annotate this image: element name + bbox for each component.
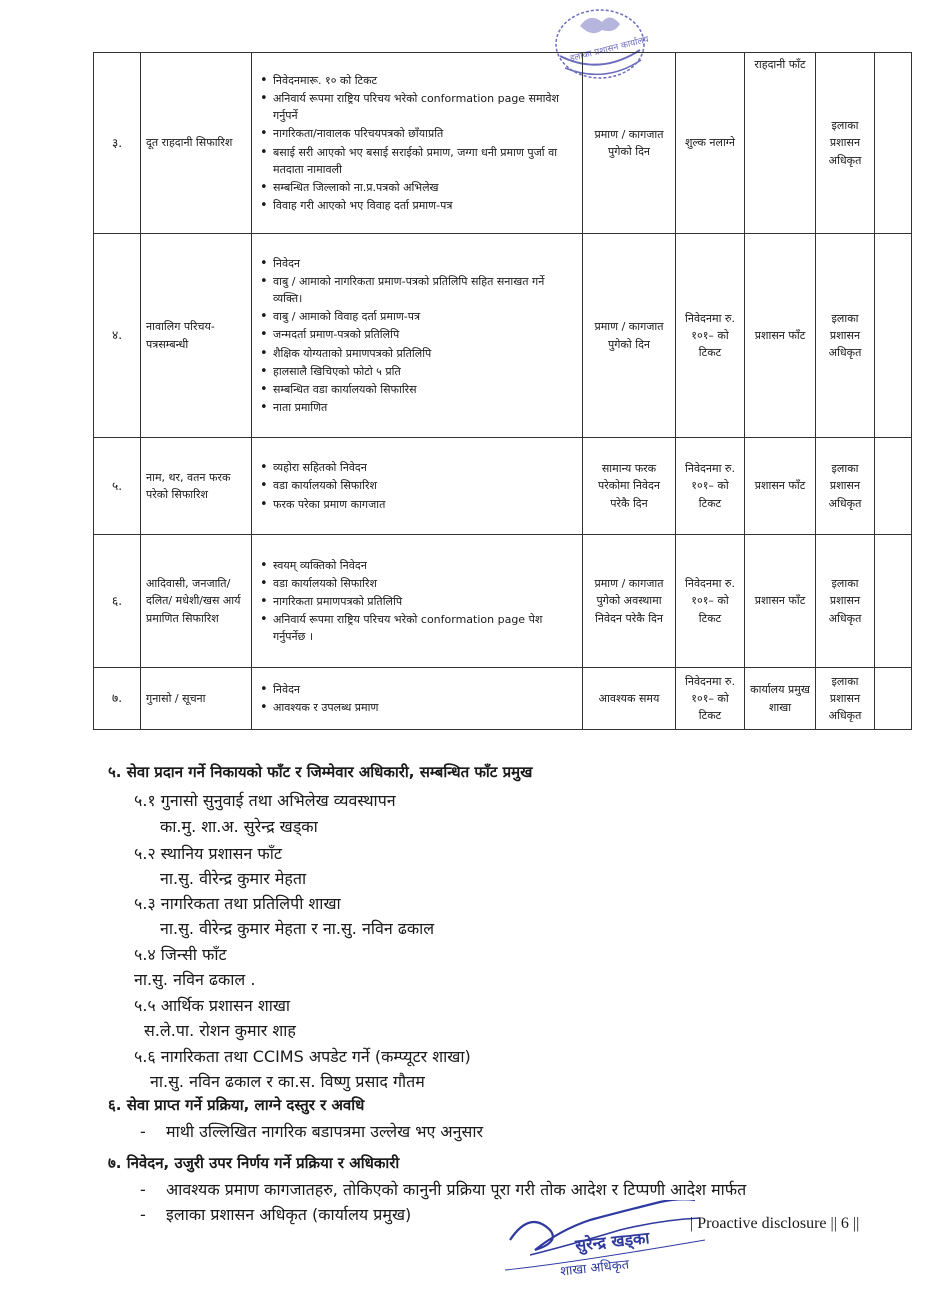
- documents-list: [257, 72, 577, 213]
- serial-number-cell: ४.: [94, 234, 141, 438]
- empty-cell: [875, 53, 912, 234]
- footer-label: Proactive disclosure: [697, 1215, 827, 1232]
- document-item: • स्वयम् व्यक्तिको निवेदन: [273, 557, 577, 574]
- branch-cell: प्रशासन फाँट: [745, 535, 816, 668]
- documents-list: [257, 557, 577, 645]
- serial-number-cell: ७.: [94, 668, 141, 730]
- fee-cell: निवेदनमा रु. १०१– को टिकट: [676, 234, 745, 438]
- officer-cell: इलाका प्रशासन अधिकृत: [816, 535, 875, 668]
- section-5-4-person: ना.सु. नविन ढकाल .: [134, 970, 256, 989]
- documents-list: [257, 255, 577, 415]
- table-row: [94, 668, 912, 730]
- document-item: • अनिवार्य रूपमा राष्ट्रिय परिचय भरेको conformation page समावेश गर्नुपर्ने: [273, 90, 577, 124]
- document-item: • नागरिकता प्रमाणपत्रको प्रतिलिपि: [273, 593, 577, 610]
- service-name-cell: नावालिग परिचय-पत्रसम्बन्धी: [141, 234, 252, 438]
- document-item: • नाता प्रमाणित: [273, 399, 577, 416]
- document-item: • जन्मदर्ता प्रमाण-पत्रको प्रतिलिपि: [273, 326, 577, 343]
- fee-cell: निवेदनमा रु. १०१– को टिकट: [676, 668, 745, 730]
- section-5-4-title: ५.४ जिन्सी फाँट: [134, 945, 227, 964]
- document-item: • विवाह गरी आएको भए विवाह दर्ता प्रमाण-पत्र: [273, 197, 577, 214]
- document-item: • शैक्षिक योग्यताको प्रमाणपत्रको प्रतिलिपि: [273, 345, 577, 362]
- section-5-6-title: ५.६ नागरिकता तथा CCIMS अपडेट गर्ने (कम्प्यूटर शाखा): [134, 1047, 471, 1066]
- signature-name: सुरेन्द्र खड्का: [574, 1228, 651, 1255]
- document-item: • अनिवार्य रूपमा राष्ट्रिय परिचय भरेको conformation page पेश गर्नुपर्नेछ ।: [273, 611, 577, 645]
- services-table: [93, 52, 912, 730]
- section-7-item-1: [140, 1178, 746, 1200]
- section-7-item-2: [140, 1203, 411, 1225]
- table-row: [94, 535, 912, 668]
- time-cell: प्रमाण / कागजात पुगेको दिन: [583, 53, 676, 234]
- empty-cell: [875, 234, 912, 438]
- document-item: • निवेदन: [273, 681, 577, 698]
- section-5-2-person: ना.सु. वीरेन्द्र कुमार मेहता: [160, 869, 307, 888]
- time-cell: आवश्यक समय: [583, 668, 676, 730]
- document-item: • बसाई सरी आएको भए बसाई सराईको प्रमाण, जग्गा धनी प्रमाण पुर्जा वा मतदाता नामावली: [273, 144, 577, 178]
- documents-cell: [252, 668, 583, 730]
- section-6-item-text: माथी उल्लिखित नागरिक बडापत्रमा उल्लेख भए अनुसार: [166, 1122, 484, 1141]
- stamp-text: इलाका प्रशासन कार्यालय: [569, 34, 650, 65]
- time-cell: प्रमाण / कागजात पुगेको दिन: [583, 234, 676, 438]
- officer-cell: इलाका प्रशासन अधिकृत: [816, 438, 875, 535]
- section-5-5-person: स.ले.पा. रोशन कुमार शाह: [144, 1021, 296, 1040]
- dash-bullet: -: [140, 1205, 146, 1224]
- section-7-item-1-text: आवश्यक प्रमाण कागजातहरु, तोकिएको कानुनी प्रक्रिया पूरा गरी तोक आदेश र टिप्पणी आदेश मार्फत: [166, 1180, 747, 1199]
- section-5-1-title: ५.१ गुनासो सुनुवाई तथा अभिलेख व्यवस्थापन: [134, 791, 396, 810]
- footer: [690, 1215, 859, 1233]
- empty-cell: [875, 535, 912, 668]
- footer-separator: ||: [826, 1215, 841, 1232]
- empty-cell: [875, 438, 912, 535]
- officer-cell: इलाका प्रशासन अधिकृत: [816, 53, 875, 234]
- signature-title: शाखा अधिकृत: [559, 1257, 630, 1280]
- serial-number-cell: ६.: [94, 535, 141, 668]
- dash-bullet: -: [140, 1180, 146, 1199]
- documents-list: [257, 681, 577, 716]
- serial-number-cell: ५.: [94, 438, 141, 535]
- document-item: • वाबु / आमाको नागरिकता प्रमाण-पत्रको प्रतिलिपि सहित सनाखत गर्ने व्यक्ति।: [273, 273, 577, 307]
- section-6-item: [140, 1120, 483, 1142]
- section-5-2-title: ५.२ स्थानिय प्रशासन फाँट: [134, 844, 282, 863]
- officer-cell: इलाका प्रशासन अधिकृत: [816, 668, 875, 730]
- section-7-heading: ७. निवेदन, उजुरी उपर निर्णय गर्ने प्रक्रिया र अधिकारी: [108, 1154, 400, 1172]
- service-name-cell: गुनासो / सूचना: [141, 668, 252, 730]
- section-5-1-person: का.मु. शा.अ. सुरेन्द्र खड्का: [160, 817, 318, 836]
- documents-cell: [252, 438, 583, 535]
- branch-cell: राहदानी फाँट: [745, 53, 816, 234]
- footer-separator: |: [690, 1215, 698, 1232]
- officer-cell: इलाका प्रशासन अधिकृत: [816, 234, 875, 438]
- service-name-cell: आदिवासी, जनजाति/दलित/ मधेशी/खस आर्य प्रमाणित सिफारिश: [141, 535, 252, 668]
- document-item: • वडा कार्यालयको सिफारिश: [273, 575, 577, 592]
- document-item: • नागरिकता/नावालक परिचयपत्रको छाँयाप्रति: [273, 125, 577, 142]
- branch-cell: कार्यालय प्रमुख शाखा: [745, 668, 816, 730]
- documents-cell: [252, 234, 583, 438]
- section-5-6-person: ना.सु. नविन ढकाल र का.स. विष्णु प्रसाद गौतम: [150, 1072, 425, 1091]
- time-cell: प्रमाण / कागजात पुगेको अवस्थामा निवेदन परेकै दिन: [583, 535, 676, 668]
- document-item: • व्यहोरा सहितको निवेदन: [273, 459, 577, 476]
- branch-cell: प्रशासन फाँट: [745, 438, 816, 535]
- document-item: • निवेदन: [273, 255, 577, 272]
- fee-cell: शुल्क नलाग्ने: [676, 53, 745, 234]
- document-item: • वडा कार्यालयको सिफारिश: [273, 477, 577, 494]
- time-cell: सामान्य फरक परेकोमा निवेदन परेकै दिन: [583, 438, 676, 535]
- documents-list: [257, 459, 577, 512]
- footer-separator: ||: [848, 1215, 860, 1232]
- section-5-3-person: ना.सु. वीरेन्द्र कुमार मेहता र ना.सु. नविन ढकाल: [160, 919, 435, 938]
- branch-cell: प्रशासन फाँट: [745, 234, 816, 438]
- documents-cell: [252, 535, 583, 668]
- section-6-heading: ६. सेवा प्राप्त गर्ने प्रक्रिया, लाग्ने दस्तुर र अवधि: [108, 1096, 365, 1114]
- table-row: [94, 234, 912, 438]
- section-7-item-2-text: इलाका प्रशासन अधिकृत (कार्यालय प्रमुख): [166, 1205, 412, 1224]
- service-name-cell: नाम, थर, वतन फरक परेको सिफारिश: [141, 438, 252, 535]
- document-item: • हालसालै खिचिएको फोटो ५ प्रति: [273, 363, 577, 380]
- service-name-cell: दूत राहदानी सिफारिश: [141, 53, 252, 234]
- documents-cell: [252, 53, 583, 234]
- fee-cell: निवेदनमा रु. १०१– को टिकट: [676, 535, 745, 668]
- empty-cell: [875, 668, 912, 730]
- document-item: • सम्बन्धित वडा कार्यालयको सिफारिस: [273, 381, 577, 398]
- document-item: • वाबु / आमाको विवाह दर्ता प्रमाण-पत्र: [273, 308, 577, 325]
- dash-bullet: -: [140, 1122, 146, 1141]
- fee-cell: निवेदनमा रु. १०१– को टिकट: [676, 438, 745, 535]
- section-5-3-title: ५.३ नागरिकता तथा प्रतिलिपी शाखा: [134, 894, 341, 913]
- table-row: [94, 53, 912, 234]
- table-row: [94, 438, 912, 535]
- document-item: • सम्बन्धित जिल्लाको ना.प्र.पत्रको अभिलेख: [273, 179, 577, 196]
- section-5-heading: ५. सेवा प्रदान गर्ने निकायको फाँट र जिम्मेवार अधिकारी, सम्बन्धित फाँट प्रमुख: [108, 763, 533, 781]
- document-item: • निवेदनमारू. १० को टिकट: [273, 72, 577, 89]
- section-5-5-title: ५.५ आर्थिक प्रशासन शाखा: [134, 996, 291, 1015]
- document-item: • फरक परेका प्रमाण कागजात: [273, 496, 577, 513]
- page-number: 6: [840, 1215, 849, 1232]
- document-item: • आवश्यक र उपलब्ध प्रमाण: [273, 699, 577, 716]
- serial-number-cell: ३.: [94, 53, 141, 234]
